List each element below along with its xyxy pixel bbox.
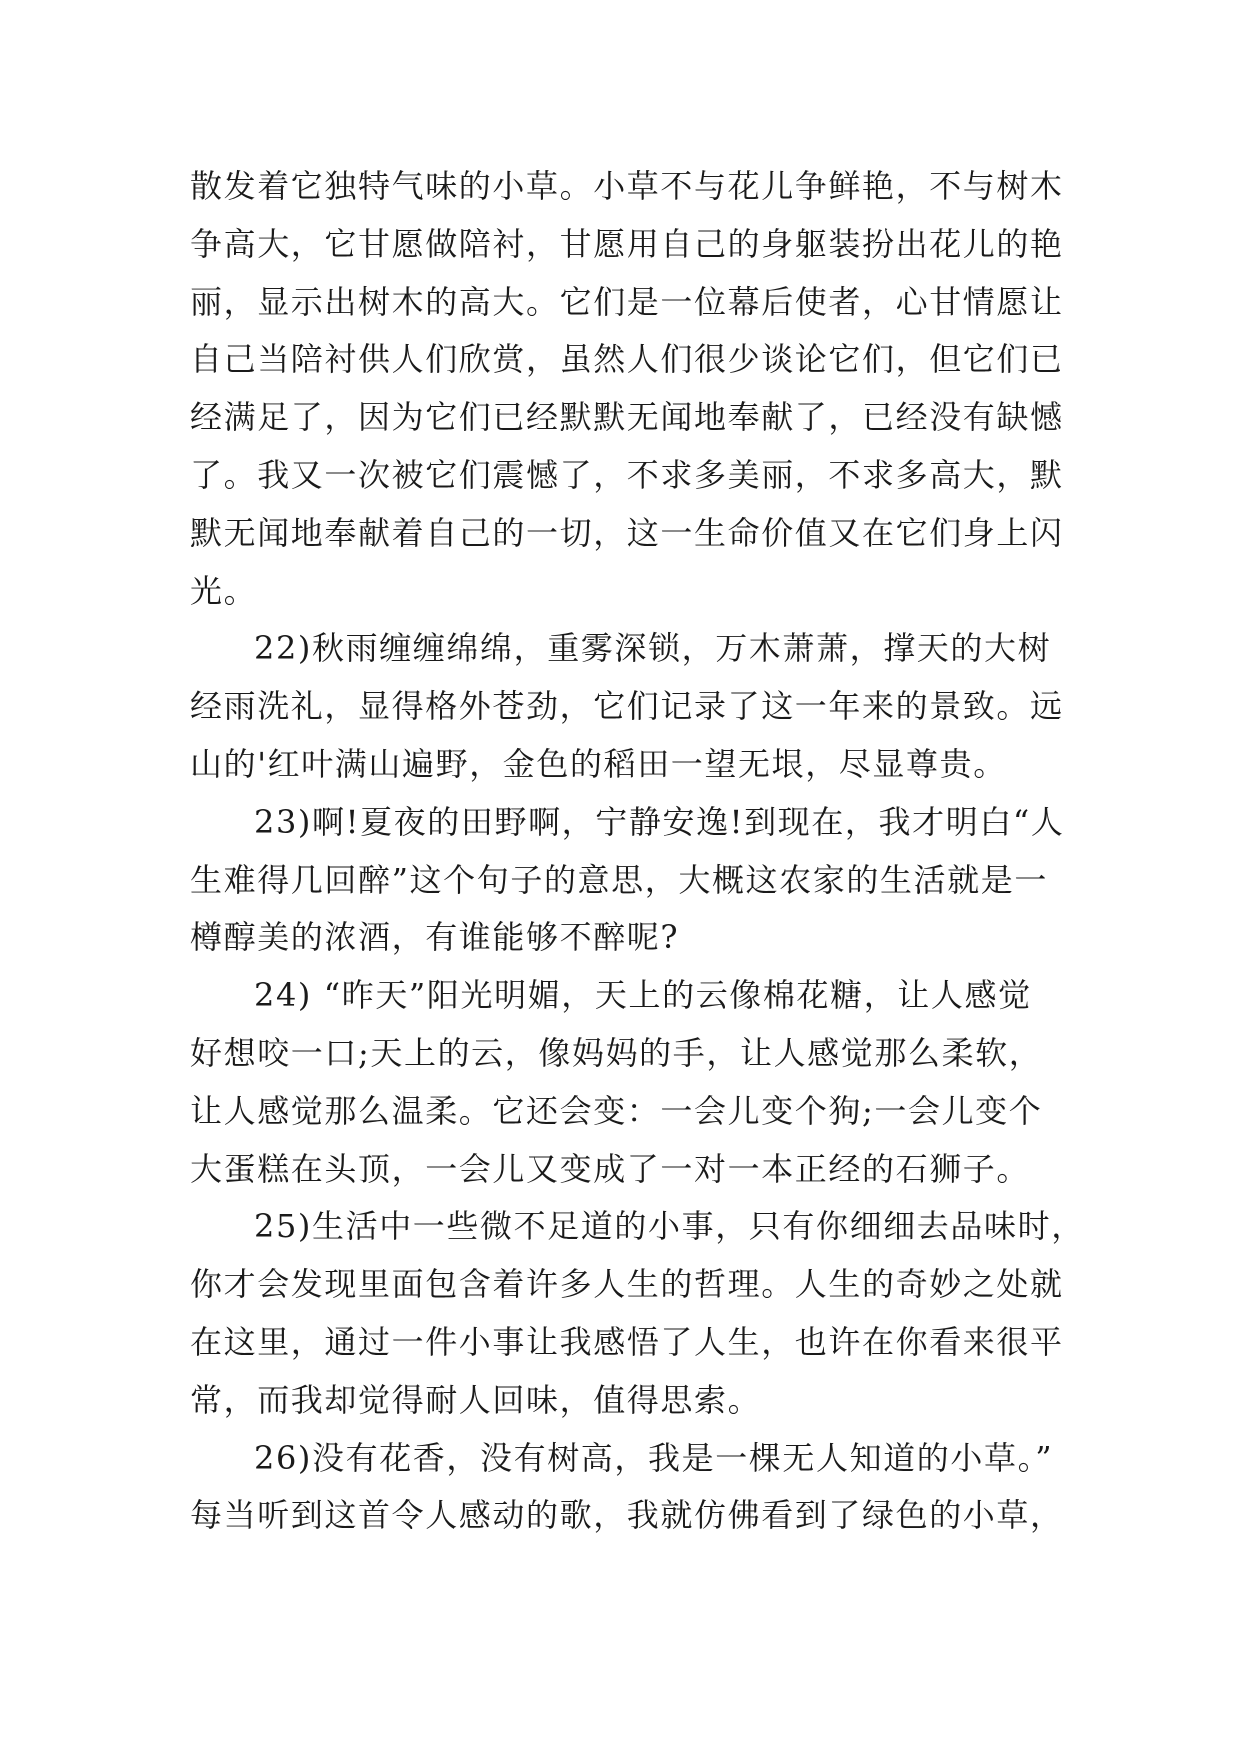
text-line: 了。我又一次被它们震憾了，不求多美丽，不求多高大，默 (190, 455, 1064, 494)
paragraph-25 (190, 1198, 1085, 1429)
text-line: 让人感觉那么温柔。它还会变：一会儿变个狗;一会儿变个 (190, 1091, 1043, 1130)
text-line: 经满足了，因为它们已经默默无闻地奉献了，已经没有缺憾 (190, 398, 1064, 437)
document-body (190, 158, 1085, 1545)
text-line: 23)啊!夏夜的田野啊，宁静安逸!到现在，我才明白“人 (254, 802, 1065, 841)
text-line: 26)没有花香，没有树高，我是一棵无人知道的小草。” (254, 1438, 1054, 1477)
paragraph-24 (190, 967, 1070, 1198)
text-line: 每当听到这首令人感动的歌，我就仿佛看到了绿色的小草， (190, 1496, 1064, 1535)
text-line: 自己当陪衬供人们欣赏，虽然人们很少谈论它们，但它们已 (190, 340, 1064, 379)
text-line: 光。 (190, 571, 258, 610)
text-line: 经雨洗礼，显得格外苍劲，它们记录了这一年来的景致。远 (190, 687, 1064, 726)
paragraph (190, 158, 1070, 620)
text-line: 丽，显示出树木的高大。它们是一位幕后使者，心甘情愿让 (190, 282, 1064, 321)
text-line: 争高大，它甘愿做陪衬，甘愿用自己的身躯装扮出花儿的艳 (190, 224, 1064, 263)
paragraph-23 (190, 794, 1070, 967)
paragraph-26 (190, 1430, 1070, 1546)
text-line: 25)生活中一些微不足道的小事，只有你细细去品味时， (254, 1207, 1085, 1246)
text-line: 大蛋糕在头顶，一会儿又变成了一对一本正经的石狮子。 (190, 1149, 1031, 1188)
text-line: 生难得几回醉”这个句子的意思，大概这农家的生活就是一 (190, 860, 1048, 899)
text-line: 常，而我却觉得耐人回味，值得思索。 (190, 1380, 762, 1419)
text-line: 你才会发现里面包含着许多人生的哲理。人生的奇妙之处就 (190, 1265, 1064, 1304)
text-line: 22)秋雨缠缠绵绵，重雾深锁，万木萧萧，撑天的大树 (254, 629, 1052, 668)
paragraph-22 (190, 620, 1070, 793)
text-line: 默无闻地奉献着自己的一切，这一生命价值又在它们身上闪 (190, 513, 1064, 552)
text-line: 樽醇美的浓酒，有谁能够不醉呢? (190, 918, 680, 957)
text-line: 散发着它独特气味的小草。小草不与花儿争鲜艳，不与树木 (190, 167, 1064, 205)
text-line: 在这里，通过一件小事让我感悟了人生，也许在你看来很平 (190, 1322, 1064, 1361)
text-line: 山的'红叶满山遍野，金色的稻田一望无垠，尽显尊贵。 (190, 744, 1007, 783)
text-line: 24) “昨天”阳光明媚，天上的云像棉花糖，让人感觉 (254, 976, 1032, 1015)
text-line: 好想咬一口;天上的云，像妈妈的手，让人感觉那么柔软， (190, 1033, 1043, 1072)
